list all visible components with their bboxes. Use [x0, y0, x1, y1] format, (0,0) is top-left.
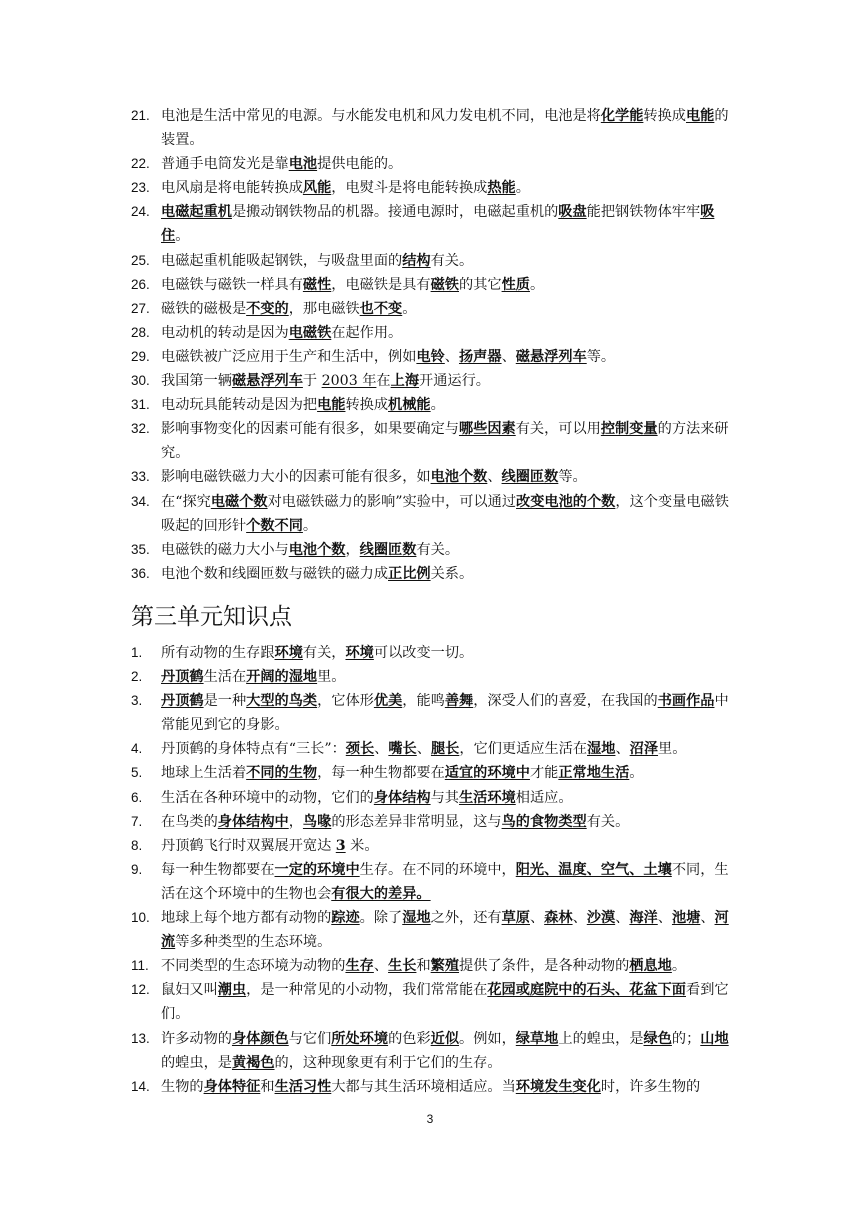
item-number: 9. — [131, 861, 143, 877]
underlined-term: 上海 — [390, 373, 420, 390]
list-item — [128, 417, 738, 465]
item-number: 7. — [131, 813, 143, 829]
underlined-term: 优美 — [373, 693, 403, 710]
item-text: 鼠妇又叫 — [161, 982, 218, 999]
list-item — [128, 393, 738, 417]
underlined-term: 磁悬浮列车 — [231, 373, 303, 390]
item-number: 13. — [131, 1030, 150, 1046]
underlined-term: 吸盘 — [558, 204, 587, 221]
underlined-term: 个数不同 — [246, 517, 303, 534]
underlined-term: 电能 — [685, 108, 715, 124]
item-text: 、 — [572, 910, 587, 927]
list-item — [128, 152, 738, 176]
underlined-term: 颈长 — [345, 741, 375, 758]
list-item — [128, 273, 738, 297]
underlined-term: 机械能 — [388, 397, 431, 414]
underlined-term: 身体结构 — [373, 789, 431, 806]
item-number: 29. — [131, 348, 150, 364]
item-text: 地球上每个地方都有动物的 — [161, 910, 332, 927]
item-text: ，电熨斗是将电能转换成 — [331, 180, 488, 197]
item-text: 提供电能的。 — [317, 156, 403, 173]
item-text: 的色彩 — [388, 1030, 431, 1047]
item-number: 31. — [131, 397, 150, 413]
underlined-term: 花园或庭院中的石头、花盆下面 — [487, 982, 686, 999]
underlined-term: 阳光、温度、空气、土壤 — [515, 861, 672, 878]
item-text: 丹顶鹤的身体特点有“三长”： — [161, 741, 346, 758]
item-text: 与它们 — [288, 1030, 332, 1047]
item-number: 6. — [131, 789, 143, 805]
list-item — [128, 834, 738, 858]
item-number: 11. — [131, 958, 149, 974]
underlined-term: 生活习性 — [274, 1078, 332, 1095]
underlined-term: 近似 — [430, 1030, 460, 1047]
item-text: 有关。 — [416, 541, 460, 558]
item-number: 25. — [131, 252, 150, 268]
item-text: 、 — [615, 741, 630, 758]
underlined-term: 生活环境 — [458, 789, 516, 806]
item-text: 。 — [302, 517, 318, 534]
item-text: 、 — [657, 910, 672, 927]
list-item — [128, 297, 738, 321]
list-item — [128, 369, 738, 393]
item-text: 电风扇是将电能转换成 — [161, 180, 303, 197]
item-text: 有关。 — [586, 813, 630, 830]
item-text: 、 — [700, 910, 715, 927]
item-text: 、 — [615, 910, 630, 927]
item-number: 32. — [131, 421, 150, 437]
item-text: 提供了条件，是各种动物的 — [459, 958, 630, 975]
item-text: 生物的 — [161, 1078, 204, 1095]
underlined-term: 热能 — [487, 180, 516, 197]
underlined-term: 哪些因素 — [458, 421, 516, 438]
underlined-term: 沼泽 — [629, 741, 659, 758]
item-text: 电动机的转动是因为 — [161, 324, 289, 341]
item-text: 大都与其生活环境相适应。当 — [331, 1078, 516, 1095]
underlined-term: 潮虫 — [217, 982, 247, 999]
item-text: 电磁铁被广泛应用于生产和生活中，例如 — [161, 348, 417, 365]
list-item — [128, 978, 738, 1026]
item-text: 在鸟类的 — [161, 813, 218, 830]
item-number: 35. — [131, 541, 150, 557]
underlined-term: 线圈匝数 — [501, 469, 559, 486]
underlined-term: 池塘 — [671, 910, 701, 927]
item-text: 生存。在不同的环境中， — [359, 861, 516, 878]
item-text: ， — [345, 541, 360, 558]
item-text: 我国第一辆 — [161, 373, 232, 390]
item-number: 27. — [131, 300, 150, 316]
underlined-term: 电池 — [288, 156, 318, 173]
item-text: 等。 — [586, 348, 616, 365]
list-item — [128, 200, 738, 248]
item-number: 26. — [131, 276, 150, 292]
underlined-term: 草原 — [501, 910, 530, 927]
item-text: 的其它 — [459, 276, 502, 293]
item-text: 在“探究 — [161, 493, 211, 510]
underlined-term: 踪迹 — [331, 910, 360, 927]
underlined-term: 电池个数 — [288, 541, 346, 558]
item-text: ，它们更适应生活在 — [459, 741, 588, 758]
item-text: 的，这种现象更有利于它们的生存。 — [274, 1054, 502, 1071]
item-text: ，是一种常见的小动物，我们常常能在 — [246, 982, 488, 999]
item-text: 的方法来研究。 — [161, 421, 729, 462]
underlined-term: 不同的生物 — [246, 765, 318, 782]
underlined-term: 身体结构中 — [217, 813, 289, 830]
underlined-term: 磁悬浮列车 — [515, 348, 587, 365]
item-number: 28. — [131, 324, 150, 340]
underlined-term: 3 — [335, 837, 346, 854]
item-text: 。 — [515, 180, 530, 197]
item-text: 等多种类型的生态环境。 — [175, 934, 332, 951]
item-text: ，这个变量电磁铁吸起的回形针 — [161, 493, 729, 534]
item-text: 于 — [302, 373, 322, 390]
underlined-term: 适宜的环境中 — [444, 765, 530, 782]
item-text: 。 — [430, 397, 445, 414]
item-text: 。除了 — [359, 910, 403, 927]
item-text: 所有动物的生存跟 — [161, 645, 275, 661]
item-text: ，深受人们的喜爱，在我国的 — [473, 693, 658, 710]
underlined-term: 改变电池的个数 — [516, 493, 616, 510]
item-text: 米。 — [345, 837, 379, 854]
underlined-term: 所处环境 — [331, 1030, 389, 1047]
list-item — [128, 689, 738, 737]
underlined-term: 栖息地 — [629, 958, 672, 975]
item-text: 、 — [501, 348, 516, 365]
item-text: ， — [288, 813, 303, 830]
underlined-term: 山地 — [700, 1030, 729, 1047]
item-text: 才能 — [529, 765, 559, 782]
item-text: 。例如， — [459, 1030, 516, 1047]
list-item — [128, 490, 738, 538]
item-text: 是一种 — [203, 693, 247, 710]
item-text: ，电磁铁是具有 — [331, 276, 431, 293]
item-text: 电池是生活中常见的电源。与水能发电机和风力发电机不同，电池是将 — [161, 108, 601, 124]
item-text: 里。 — [658, 741, 687, 758]
underlined-term: 腿长 — [430, 741, 460, 758]
item-number: 36. — [131, 565, 150, 581]
underlined-term: 身体颜色 — [231, 1030, 289, 1047]
item-text: 不同，生活在这个环境中的生物也会 — [161, 861, 729, 902]
list-item — [128, 1027, 738, 1075]
item-text: 。 — [629, 765, 644, 782]
item-number: 2. — [131, 669, 143, 685]
underlined-term: 磁铁 — [430, 276, 459, 293]
list-item — [128, 786, 738, 810]
underlined-term: 环境 — [274, 645, 303, 661]
item-text: 、 — [444, 348, 459, 365]
underlined-term: 环境 — [345, 645, 374, 661]
page-number: 3 — [426, 1112, 434, 1126]
item-text: 的装置。 — [161, 108, 729, 149]
item-text: 可以改变一切。 — [373, 645, 474, 661]
item-text: 与其 — [430, 789, 459, 806]
item-number: 24. — [131, 204, 150, 220]
underlined-term: 丹顶鹤 — [161, 693, 204, 710]
list-item — [128, 562, 738, 586]
list-item — [128, 104, 738, 152]
item-number: 1. — [131, 645, 143, 660]
underlined-term: 正常地生活 — [558, 765, 630, 782]
item-text: 、 — [416, 741, 431, 758]
item-number: 5. — [131, 765, 143, 781]
item-text: 。 — [529, 276, 545, 293]
underlined-term: 沙漠 — [586, 910, 616, 927]
underlined-term: 绿色 — [643, 1030, 672, 1047]
list-item — [128, 906, 738, 954]
list-item — [128, 345, 738, 369]
item-text: 、 — [374, 741, 389, 758]
item-number: 3. — [131, 693, 143, 709]
item-text: 等。 — [558, 469, 587, 486]
item-text: 和 — [416, 958, 431, 975]
item-text: 。 — [671, 958, 687, 975]
list-item — [128, 810, 738, 834]
underlined-term: 电能 — [317, 397, 346, 414]
item-text: 影响事物变化的因素可能有很多，如果要确定与 — [161, 421, 459, 438]
underlined-term: 嘴长 — [388, 741, 417, 758]
knowledge-list-part1 — [128, 104, 738, 586]
item-text: 的； — [671, 1030, 701, 1047]
item-number: 21. — [131, 108, 150, 123]
item-text: 上的蝗虫，是 — [558, 1030, 644, 1047]
underlined-term: 繁殖 — [430, 958, 460, 975]
item-text: 有关， — [302, 645, 346, 661]
item-text: ，能鸣 — [402, 693, 445, 710]
item-number: 8. — [131, 837, 143, 853]
underlined-term: 书画作品 — [657, 693, 715, 710]
item-text: 电磁铁的磁力大小与 — [161, 541, 289, 558]
underlined-term: 绿草地 — [515, 1030, 559, 1047]
item-text: 能把钢铁物体牢牢 — [586, 204, 701, 221]
item-number: 10. — [131, 910, 150, 926]
underlined-term: 也不变 — [359, 300, 403, 317]
underlined-term: 河流 — [161, 910, 729, 951]
item-text: 电动玩具能转动是因为把 — [161, 397, 318, 414]
underlined-term: 扬声器 — [458, 348, 502, 365]
underlined-term: 电铃 — [416, 348, 445, 365]
underlined-term: 正比例 — [388, 565, 431, 582]
list-item — [128, 465, 738, 489]
list-item — [128, 761, 738, 785]
item-text: 中常能见到它的身影。 — [161, 693, 729, 734]
list-item — [128, 641, 738, 665]
item-number: 34. — [131, 493, 150, 509]
item-text: 有关。 — [430, 252, 474, 269]
item-number: 30. — [131, 373, 150, 389]
item-text: 地球上生活着 — [161, 765, 247, 782]
item-text: ，那电磁铁 — [288, 300, 360, 317]
underlined-term: 有很大的差异。 — [331, 885, 431, 902]
underlined-term: 生存 — [345, 958, 374, 975]
item-text: 之外，还有 — [430, 910, 502, 927]
underlined-term: 结构 — [402, 252, 431, 269]
underlined-term: 鸟喙 — [302, 813, 332, 830]
item-text: 不同类型的生态环境为动物的 — [161, 958, 346, 975]
underlined-term: 性质 — [501, 276, 530, 293]
underlined-term: 黄褐色 — [231, 1054, 275, 1071]
underlined-term: 电池个数 — [430, 469, 488, 486]
item-text: 影响电磁铁磁力大小的因素可能有很多，如 — [161, 469, 431, 486]
underlined-term: 电磁个数 — [210, 493, 268, 510]
item-text: 的形态差异非常明显，这与 — [331, 813, 502, 830]
underlined-term: 磁性 — [302, 276, 332, 293]
underlined-term: 生长 — [388, 958, 417, 975]
underlined-term: 电磁起重机 — [161, 204, 232, 221]
item-text: 电磁铁与磁铁一样具有 — [161, 276, 303, 293]
item-text: 在 — [376, 373, 391, 390]
item-text: 里。 — [317, 669, 346, 686]
item-text: 生活在 — [203, 669, 247, 686]
item-text: 转换成 — [345, 397, 389, 414]
underlined-term: 化学能 — [600, 108, 644, 124]
item-text: ，每一种生物都要在 — [317, 765, 445, 782]
underlined-term: 吸住 — [161, 204, 715, 245]
item-text: 有关，可以用 — [515, 421, 601, 438]
item-text: 相适应。 — [515, 789, 573, 806]
list-item — [128, 1075, 738, 1099]
list-item — [128, 954, 738, 978]
underlined-term: 风能 — [302, 180, 332, 197]
item-number: 33. — [131, 469, 150, 485]
underlined-term: 大型的鸟类 — [246, 693, 318, 710]
underlined-term: 森林 — [544, 910, 573, 927]
item-text: 普通手电筒发光是靠 — [161, 156, 289, 173]
list-item — [128, 176, 738, 200]
underlined-term: 线圈匝数 — [359, 541, 417, 558]
list-item — [128, 737, 738, 761]
item-text: 。 — [402, 300, 417, 317]
item-text: 在起作用。 — [331, 324, 403, 341]
list-item — [128, 321, 738, 345]
underlined-term: 开阔的湿地 — [246, 669, 318, 686]
section-title: 第三单元知识点 — [131, 604, 292, 630]
underlined-term: 一定的环境中 — [274, 861, 360, 878]
item-number: 23. — [131, 180, 150, 196]
item-text: 时，许多生物的 — [600, 1078, 701, 1095]
underlined-term: 控制变量 — [600, 421, 658, 438]
item-text: 是搬动钢铁物品的机器。接通电源时，电磁起重机的 — [231, 204, 559, 221]
list-item — [128, 665, 738, 689]
item-text: 。 — [175, 228, 190, 245]
list-item — [128, 858, 738, 906]
item-text: 电磁起重机能吸起钢铁，与吸盘里面的 — [161, 252, 403, 269]
item-text: 生活在各种环境中的动物，它们的 — [161, 789, 374, 806]
item-text: 看到它们。 — [161, 982, 729, 1023]
item-number: 22. — [131, 156, 150, 172]
underlined-term: 丹顶鹤 — [161, 669, 204, 686]
underlined-term: 电磁铁 — [288, 324, 332, 341]
item-text: 磁铁的磁极是 — [161, 300, 247, 317]
item-text: 对电磁铁磁力的影响”实验中，可以通过 — [267, 493, 517, 510]
underlined-term: 不变的 — [246, 300, 289, 317]
item-text: ，它体形 — [317, 693, 374, 710]
underlined-term: 鸟的食物类型 — [501, 813, 587, 830]
item-number: 4. — [131, 741, 143, 757]
underlined-term: 善舞 — [444, 693, 474, 710]
underlined-term: 湿地 — [587, 741, 616, 758]
list-item — [128, 249, 738, 273]
knowledge-list-part2 — [128, 641, 738, 1099]
underlined-term: 2003 年 — [321, 373, 377, 390]
item-text: 转换成 — [643, 108, 686, 124]
item-text: 丹顶鹤飞行时双翼展开宽达 — [161, 837, 336, 854]
item-text: 、 — [487, 469, 502, 486]
item-number: 12. — [131, 982, 150, 998]
underlined-term: 环境发生变化 — [515, 1078, 601, 1095]
list-item — [128, 538, 738, 562]
item-number: 14. — [131, 1078, 150, 1094]
item-text: 开通运行。 — [419, 373, 490, 390]
item-text: 每一种生物都要在 — [161, 861, 275, 878]
item-text: 、 — [373, 958, 389, 975]
underlined-term: 海洋 — [629, 910, 658, 927]
underlined-term: 身体特征 — [203, 1078, 261, 1095]
underlined-term: 湿地 — [402, 910, 431, 927]
item-text: 的蝗虫，是 — [161, 1054, 232, 1071]
item-text: 和 — [260, 1078, 275, 1095]
item-text: 许多动物的 — [161, 1030, 232, 1047]
item-text: 电池个数和线圈匝数与磁铁的磁力成 — [161, 565, 389, 582]
item-text: 、 — [529, 910, 545, 927]
item-text: 关系。 — [430, 565, 474, 582]
